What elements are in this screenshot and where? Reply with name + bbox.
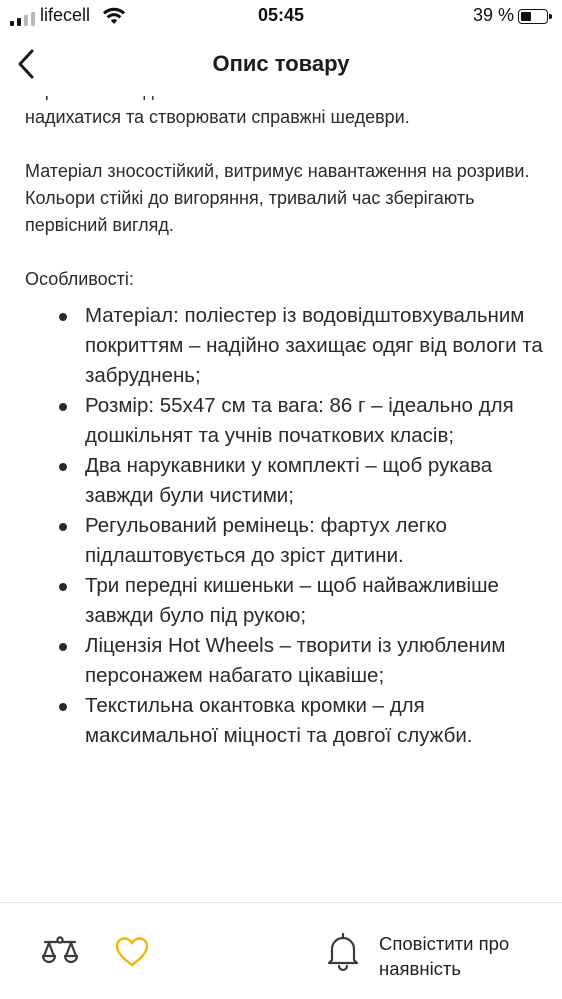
heart-icon bbox=[112, 933, 152, 973]
carrier-name: lifecell bbox=[40, 5, 91, 25]
header bbox=[0, 34, 562, 96]
description-paragraph-2: Матеріал зносостійкий, витримує навантаження на розриви. Кольори стійкі до вигоряння, тривалий час зберігають первісний вигляд. bbox=[25, 161, 530, 235]
paragraph-1-end: надихатися та створювати справжні шедеври. bbox=[25, 107, 410, 127]
feature-item: Регульований ремінець: фартух легко підлаштовується до зріст дитини. bbox=[25, 511, 545, 571]
bell-icon bbox=[325, 931, 361, 973]
feature-item: Розмір: 55х47 см та вага: 86 г – ідеально для дошкільнят та учнів початкових класів; bbox=[25, 391, 545, 451]
status-time: 05:45 bbox=[257, 5, 305, 25]
feature-item: Ліцензія Hot Wheels – творити із улюбленим персонажем набагато цікавіше; bbox=[25, 631, 545, 691]
page-title: Опис товару bbox=[212, 51, 350, 76]
features-list bbox=[25, 301, 545, 751]
compare-button[interactable] bbox=[40, 933, 80, 973]
scales-icon bbox=[40, 933, 80, 973]
description-content[interactable] bbox=[0, 96, 562, 902]
bottom-action-bar bbox=[0, 902, 562, 999]
notify-availability-label: Сповістити про наявність bbox=[379, 933, 510, 979]
battery-percent: 39 % bbox=[472, 5, 514, 25]
feature-item: Три передні кишеньки – щоб найважливіше завжди було під рукою; bbox=[25, 571, 545, 631]
features-heading: Особливості: bbox=[25, 269, 134, 289]
feature-item: Два нарукавники у комплекті – щоб рукава завжди були чистими; bbox=[25, 451, 545, 511]
status-bar bbox=[0, 0, 562, 34]
notify-availability-button[interactable] bbox=[325, 925, 550, 981]
favorite-button[interactable] bbox=[112, 933, 152, 973]
battery-icon bbox=[518, 9, 548, 24]
feature-item: Текстильна окантовка кромки – для максимальної міцності та довгої служби. bbox=[25, 691, 545, 751]
feature-item: Матеріал: поліестер із водовідштовхувальним покриттям – надійно захищає одяг від вологи та забруднень; bbox=[25, 301, 545, 391]
